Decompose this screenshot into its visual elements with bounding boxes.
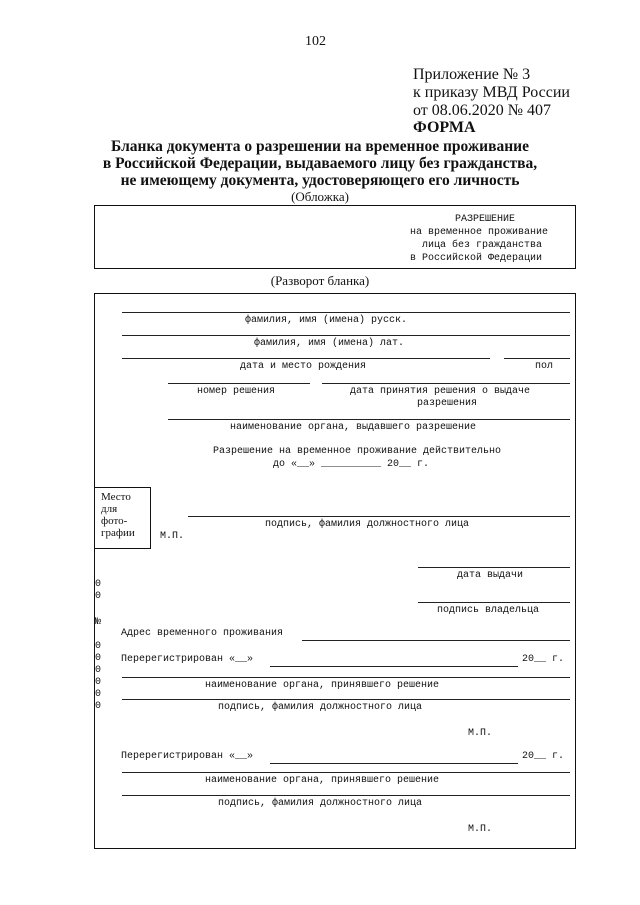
rereg-sig-label-2: подпись, фамилия должностного лица (218, 798, 423, 809)
accepting-org-line-2 (122, 772, 570, 773)
validity-text: Разрешение на временное проживание действительно (213, 446, 502, 457)
margin-mark: 0 (95, 579, 102, 590)
decision-no-line (168, 383, 310, 384)
order-label: к приказу МВД России (413, 84, 570, 101)
cover-line4: в Российской Федерации (410, 253, 543, 264)
accepting-org-label-2: наименование органа, принявшего решение (205, 775, 440, 786)
doc-title-line3: не имеющему документа, удостоверяющего его личность (120, 172, 520, 189)
rereg-sig-line-2 (122, 795, 570, 796)
validity-date: до «__» __________ 20__ г. (273, 459, 430, 470)
official-sig-label: подпись, фамилия должностного лица (265, 519, 470, 530)
rereg-year-2: 20__ г. (522, 751, 565, 762)
margin-mark: 0 (95, 689, 102, 700)
decision-no-label: номер решения (197, 386, 276, 397)
rereg-line-1 (270, 666, 518, 667)
margin-mark: № (95, 617, 102, 628)
margin-mark: 0 (95, 591, 102, 602)
address-line (302, 640, 570, 641)
rereg-stamp-1: М.П. (468, 728, 493, 739)
appendix-label: Приложение № 3 (413, 66, 531, 83)
sex-label: пол (535, 361, 554, 372)
margin-mark: 0 (95, 701, 102, 712)
photo-label-2: для (101, 503, 118, 515)
rereg-line-2 (270, 763, 518, 764)
stamp-label: М.П. (160, 531, 185, 542)
page-number: 102 (305, 34, 326, 49)
margin-mark: 0 (95, 641, 102, 652)
doc-title-line2: в Российской Федерации, выдаваемого лицу без гражданства, (102, 155, 538, 172)
rereg-sig-line-1 (122, 699, 570, 700)
name-lat-line (122, 335, 570, 336)
birth-line (122, 358, 490, 359)
cover-line3: лица без гражданства (422, 240, 543, 251)
cover-line2: на временное проживание (410, 227, 549, 238)
rereg-label-1: Перерегистрирован «__» (121, 654, 254, 665)
official-sig-line (188, 516, 570, 517)
owner-sig-line (418, 602, 570, 603)
decision-date-label2: разрешения (417, 398, 478, 409)
sex-line (504, 358, 570, 359)
photo-label-4: графии (101, 527, 135, 539)
rereg-year-1: 20__ г. (522, 654, 565, 665)
issue-date-label: дата выдачи (457, 570, 524, 581)
cover-caption: (Обложка) (291, 189, 349, 204)
photo-label-1: Место (101, 491, 131, 503)
name-lat-label: фамилия, имя (имена) лат. (254, 338, 405, 349)
spread-caption: (Разворот бланка) (270, 273, 370, 288)
margin-mark: 0 (95, 677, 102, 688)
accepting-org-line-1 (122, 677, 570, 678)
rereg-sig-label-1: подпись, фамилия должностного лица (218, 702, 423, 713)
photo-label-3: фото- (101, 515, 128, 527)
birth-label: дата и место рождения (240, 361, 367, 372)
margin-mark: 0 (95, 665, 102, 676)
issuer-label: наименование органа, выдавшего разрешение (230, 422, 477, 433)
owner-sig-label: подпись владельца (437, 605, 540, 616)
order-date: от 08.06.2020 № 407 (413, 102, 552, 119)
decision-date-line (322, 383, 570, 384)
issue-date-line (418, 567, 570, 568)
rereg-stamp-2: М.П. (468, 824, 493, 835)
issuer-line (168, 419, 570, 420)
name-rus-label: фамилия, имя (имена) русск. (245, 315, 408, 326)
accepting-org-label-1: наименование органа, принявшего решение (205, 680, 440, 691)
doc-title-line1: Бланка документа о разрешении на временное проживание (111, 138, 529, 155)
decision-date-label: дата принятия решения о выдаче (350, 386, 531, 397)
cover-title: РАЗРЕШЕНИЕ (455, 214, 516, 225)
form-label: ФОРМА (413, 119, 476, 136)
name-rus-line (122, 312, 570, 313)
rereg-label-2: Перерегистрирован «__» (121, 751, 254, 762)
address-label: Адрес временного проживания (121, 628, 284, 639)
margin-mark: 0 (95, 653, 102, 664)
